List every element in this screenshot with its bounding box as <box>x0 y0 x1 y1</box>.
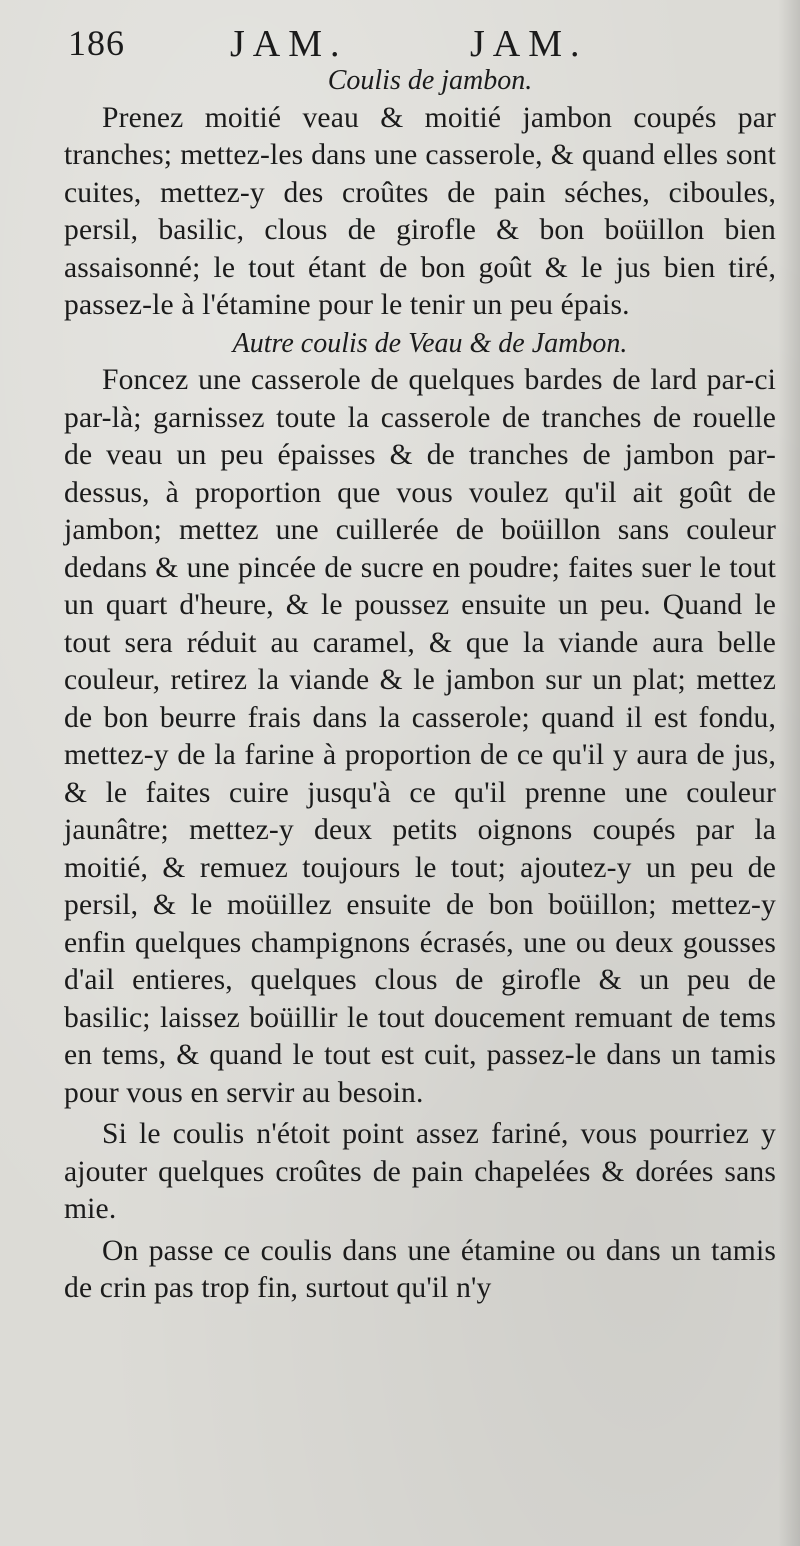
page-number: 186 <box>68 23 125 63</box>
section-heading-autre-coulis: Autre coulis de Veau & de Jambon. <box>232 327 628 359</box>
recipe-paragraph: Si le coulis n'étoit point assez fariné, vous pourriez y ajouter quelques croûtes de pain chapelées & dorées sans mie. <box>64 1118 776 1225</box>
running-head-right: JAM. <box>470 23 588 65</box>
recipe-paragraph: On passe ce coulis dans une étamine ou dans un tamis de crin pas trop fin, surtout qu'il n'y <box>64 1234 776 1304</box>
page-header <box>60 18 760 64</box>
section-heading-coulis-de-jambon: Coulis de jambon. <box>327 65 533 96</box>
page-edge-shadow <box>778 0 800 1546</box>
recipe-paragraph: Foncez une casserole de quelques bardes de lard par-ci par-là; garnissez toute la casserole de tranches de rouelle de veau un peu épaisses & de tranches de jambon par-dessus, à proportion que vous voulez qu'il ait goût de jambon; mettez une cuillerée de boüillon sans couleur dedans & une pincée de sucre en poudre; faites suer le tout un quart d'heure, & le poussez ensuite un peu. Quand le tout sera réduit au caramel, & que la viande aura belle couleur, retirez la viande & le jambon sur un plat; mettez de bon beurre frais dans la casserole; quand il est fondu, mettez-y de la farine à proportion de ce qu'il y aura de jus, & le faites cuire jusqu'à ce qu'il prenne une couleur jaunâtre; mettez-y deux petits oignons coupés par la moitié, & remuez toujours le tout; ajoutez-y un peu de persil, & le moüillez ensuite de bon boüillon; mettez-y enfin quelques champignons écrasés, une ou deux gousses d'ail entieres, quelques clous de girofle & un peu de basilic; laissez boüillir le tout doucement remuant de tems en tems, & quand le tout est cuit, passez-le dans un tamis pour vous en servir au besoin. <box>64 364 776 1109</box>
running-head-left: JAM. <box>230 23 348 65</box>
page-body <box>64 62 776 1308</box>
recipe-paragraph: Prenez moitié veau & moitié jambon coupés par tranches; mettez-les dans une casserole, & quand elles sont cuites, mettez-y des croûtes de pain séches, ciboules, persil, basilic, clous de girofle & bon boüillon bien assaisonné; le tout étant de bon goût & le jus bien tiré, passez-le à l'étamine pour le tenir un peu épais. <box>64 101 776 321</box>
